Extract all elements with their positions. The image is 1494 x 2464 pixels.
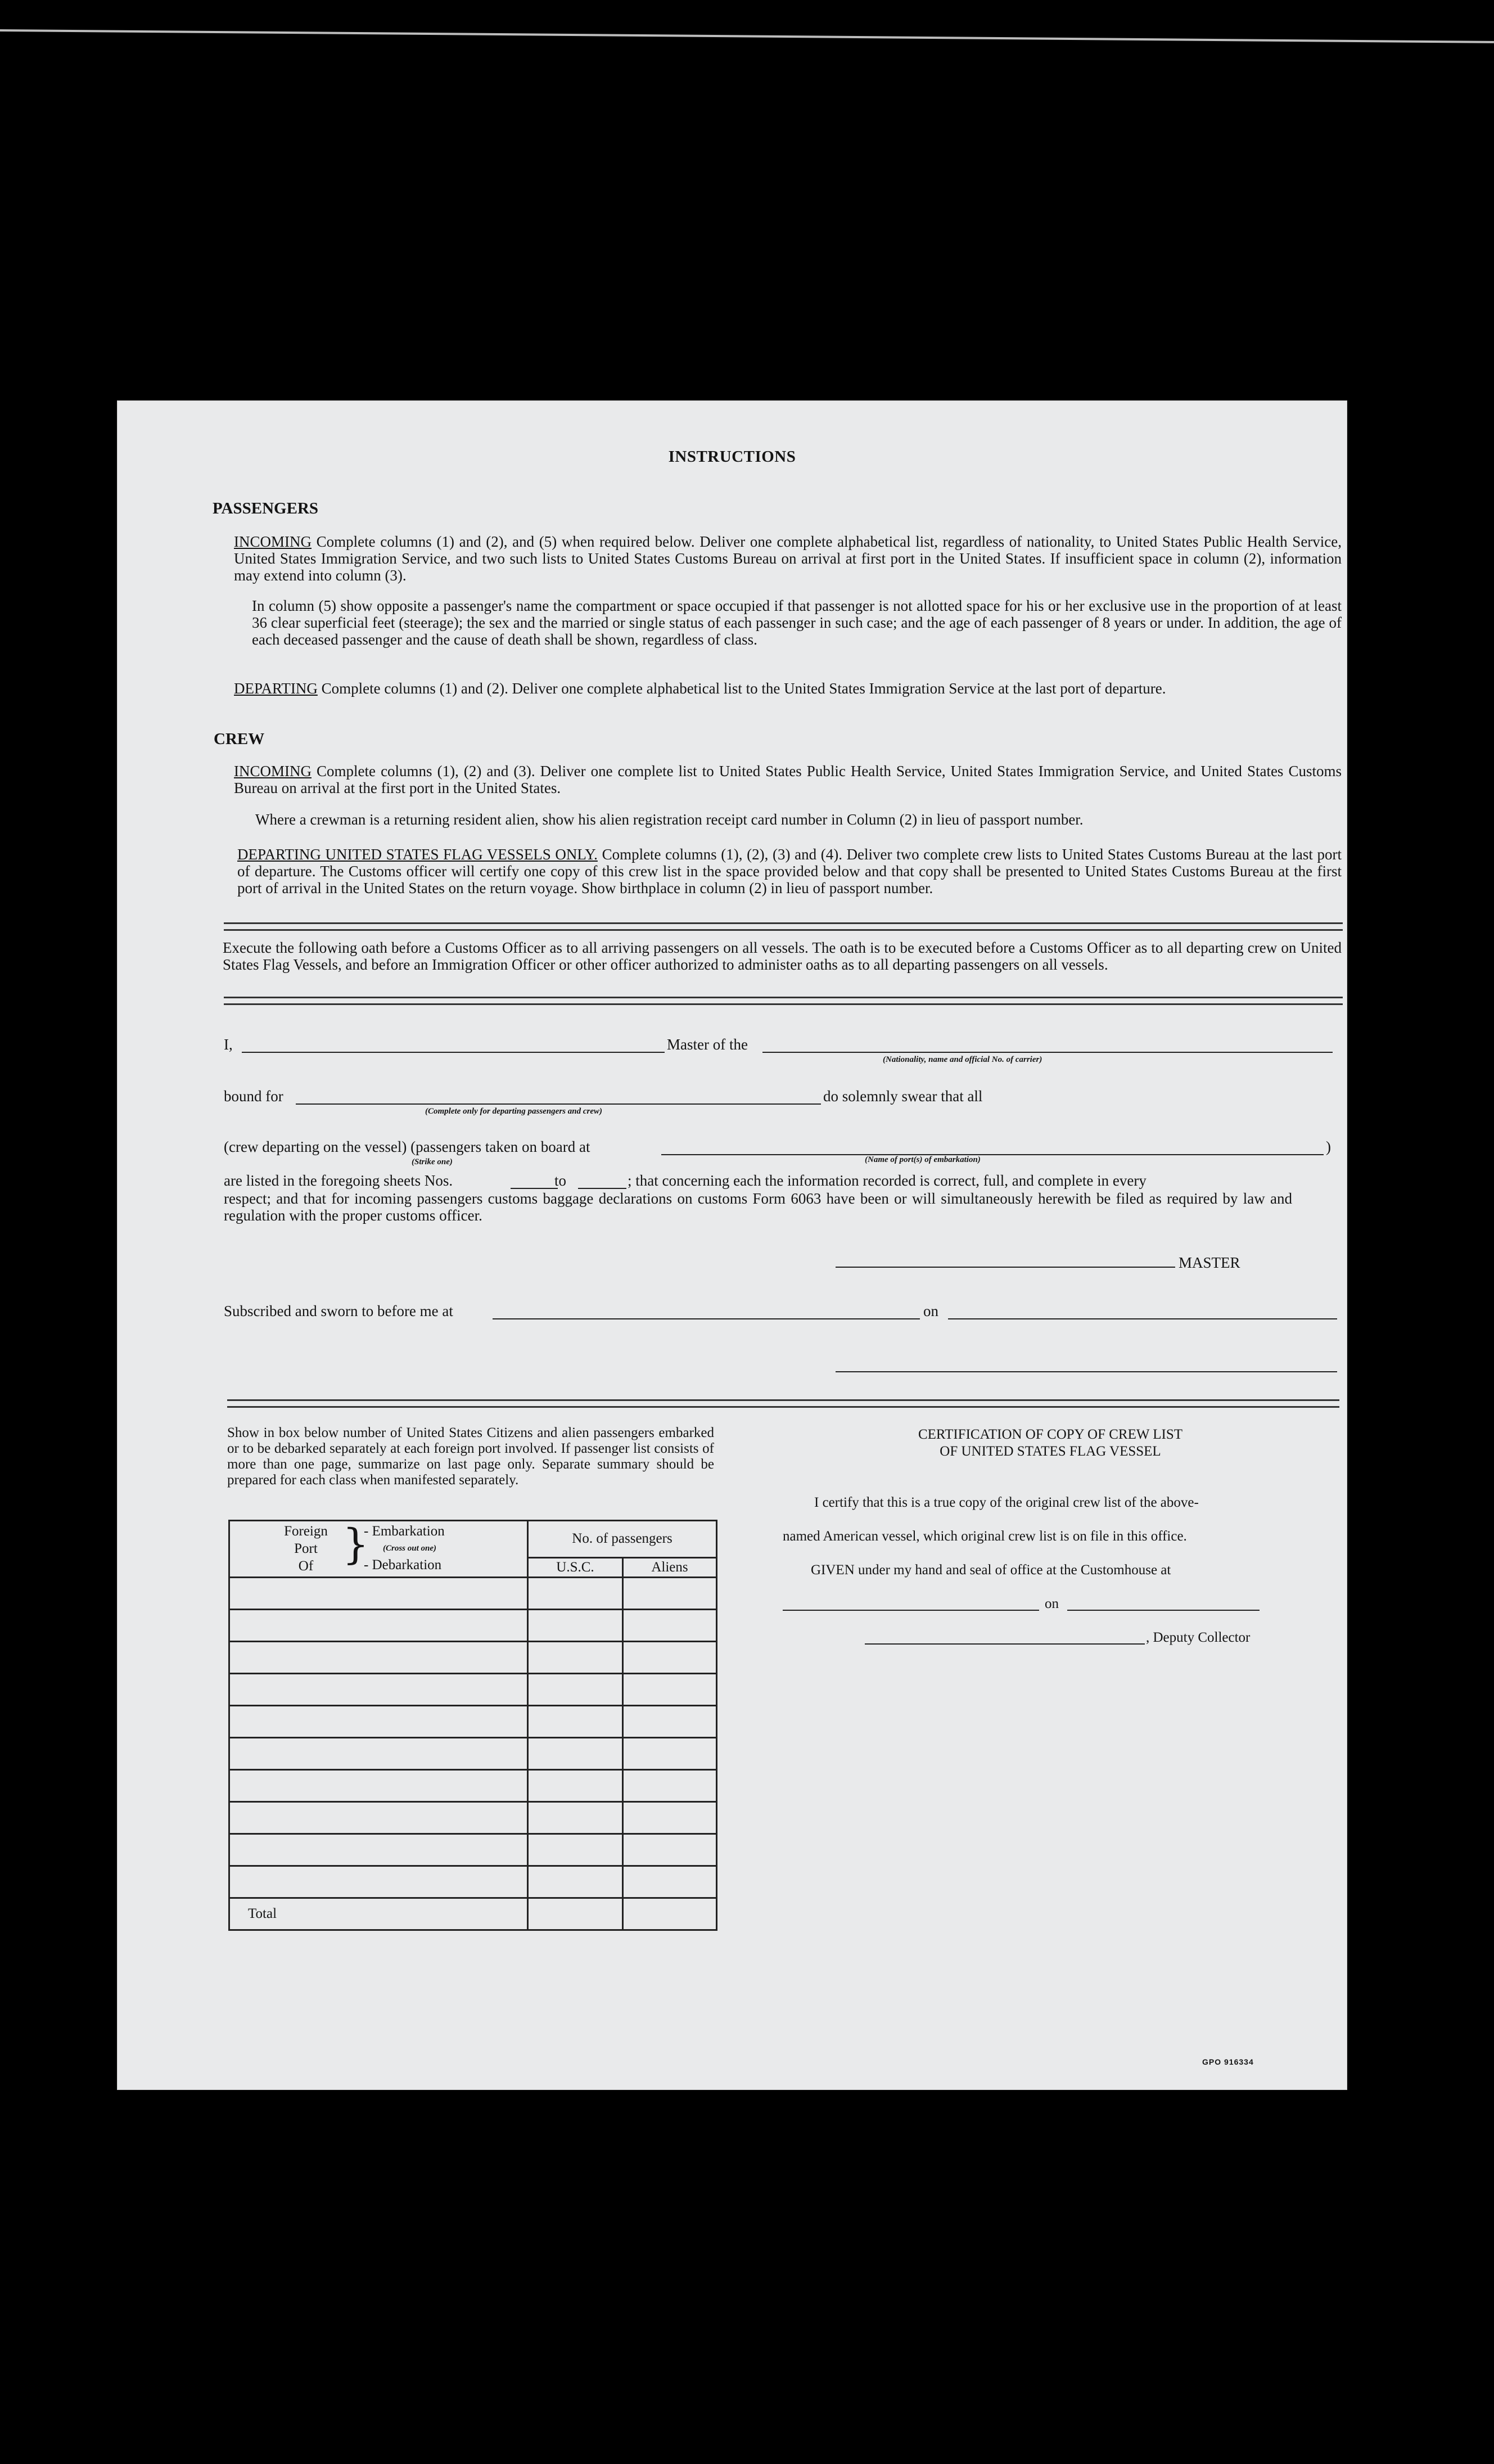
- passengers-heading: PASSENGERS: [213, 499, 319, 517]
- sworn-date-field[interactable]: [948, 1318, 1337, 1319]
- deputy-signature-field[interactable]: [865, 1643, 1145, 1645]
- respect-paragraph: respect; and that for incoming passengers customs baggage declarations on customs Form 6063 have been or will simultaneously herewith be filed as required by law and regulation with the proper customs officer.: [224, 1190, 1292, 1224]
- table-row: [229, 1706, 717, 1738]
- carrier-field[interactable]: [762, 1052, 1333, 1053]
- page-title: INSTRUCTIONS: [668, 448, 796, 466]
- oath-instructions: Execute the following oath before a Customs Officer as to all arriving passengers on all vessels. The oath is to be executed before a Customs Officer as to all departing crew on United States Flag Vessels, and before an Immigration Officer or other officer authorized to administer oaths as to all departing passengers on all vessels.: [223, 939, 1342, 973]
- passengers-incoming-text: Complete columns (1) and (2), and (5) when required below. Deliver one complete alphabetical list, regardless of nationality, to United States Public Health Service, United States Immigration Service, and two such lists to United States Customs Bureau on arrival at first port in the United States. If insufficient space in column (2), information may extend into column (3).: [234, 533, 1342, 584]
- ports-note: (Name of port(s) of embarkation): [865, 1155, 981, 1164]
- film-edge-line: [0, 29, 1494, 43]
- carrier-note: (Nationality, name and official No. of carrier): [883, 1055, 1042, 1064]
- bound-note: (Complete only for departing passengers and crew): [425, 1107, 602, 1116]
- foreign-label: Foreign: [284, 1524, 328, 1539]
- port-header-cell: [229, 1521, 528, 1578]
- brace-icon: }: [342, 1520, 369, 1569]
- cert-date-field[interactable]: [1067, 1610, 1260, 1611]
- customhouse-field[interactable]: [783, 1610, 1039, 1611]
- aliens-header: Aliens: [623, 1557, 717, 1577]
- table-row: [229, 1738, 717, 1770]
- crew-incoming-paragraph: [234, 763, 1342, 796]
- officer-signature-field[interactable]: [836, 1371, 1337, 1372]
- crew-heading: CREW: [214, 730, 265, 748]
- table-row: [229, 1674, 717, 1706]
- passengers-incoming-label: INCOMING: [234, 533, 312, 550]
- table-row: [229, 1866, 717, 1898]
- embarkation-port-field[interactable]: [661, 1154, 1324, 1155]
- bound-for-label: bound for: [224, 1088, 283, 1105]
- section-divider: [227, 1399, 1339, 1408]
- section-divider: [224, 997, 1343, 1005]
- crew-incoming-label: INCOMING: [234, 763, 312, 780]
- passengers-incoming-paragraph: [234, 533, 1342, 584]
- sworn-place-field[interactable]: [493, 1318, 920, 1319]
- total-label: Total: [229, 1898, 528, 1930]
- table-row: [229, 1834, 717, 1866]
- form-page: [117, 400, 1347, 2090]
- swear-label: do solemnly swear that all: [823, 1088, 983, 1105]
- section-divider: [224, 922, 1343, 931]
- subscribed-label: Subscribed and sworn to before me at: [224, 1303, 453, 1319]
- no-passengers-header: No. of passengers: [528, 1521, 717, 1558]
- table-row: [229, 1770, 717, 1802]
- table-row: [229, 1578, 717, 1610]
- certification-title-line-1: CERTIFICATION OF COPY OF CREW LIST: [918, 1427, 1183, 1442]
- debarkation-label: - Debarkation: [364, 1557, 442, 1573]
- close-paren: ): [1326, 1138, 1331, 1155]
- passengers-departing-text: Complete columns (1) and (2). Deliver one complete alphabetical list to the United States Immigration Service at the last port of departure.: [321, 680, 1166, 697]
- crew-incoming-text: Complete columns (1), (2) and (3). Deliver one complete list to United States Public Health Service, United States Immigration Service, and United States Customs Bureau on arrival at the first port in the United States.: [234, 763, 1342, 796]
- embarkation-label: - Embarkation: [364, 1524, 445, 1539]
- sheet-from-field[interactable]: [511, 1188, 558, 1189]
- deputy-collector-label: , Deputy Collector: [1146, 1630, 1251, 1645]
- crew-departing-paragraph: [237, 846, 1342, 897]
- certification-title-line-2: OF UNITED STATES FLAG VESSEL: [940, 1444, 1161, 1459]
- crew-departing-label: DEPARTING UNITED STATES FLAG VESSELS ONLY.: [237, 846, 598, 863]
- oath-i-label: I,: [224, 1036, 233, 1053]
- total-row: [229, 1898, 717, 1930]
- column5-paragraph: In column (5) show opposite a passenger's name the compartment or space occupied if that passenger is not allotted space for his or her exclusive use in the proportion of at least 36 clear superficial feet (steerage); the sex and the married or single status of each passenger in such case; and the age of each passenger of 8 years or under. In addition, the age of each deceased passenger and the cause of death shall be shown, regardless of class.: [252, 597, 1342, 648]
- of-label: Of: [298, 1558, 314, 1574]
- table-row: [229, 1642, 717, 1674]
- master-signature-field[interactable]: [836, 1267, 1175, 1268]
- usc-header: U.S.C.: [528, 1557, 623, 1577]
- master-of-label: Master of the: [667, 1036, 748, 1053]
- passengers-departing-label: DEPARTING: [234, 680, 318, 697]
- bound-for-field[interactable]: [296, 1103, 821, 1105]
- crew-alien-paragraph: Where a crewman is a returning resident alien, show his alien registration receipt card number in Column (2) in lieu of passport number.: [255, 811, 1084, 828]
- summary-instructions: Show in box below number of United States Citizens and alien passengers embarked or to be debarked separately at each foreign port involved. If passenger list consists of more than one page, summarize on last page only. Separate summary should be prepared for each class when manifested separately.: [227, 1425, 714, 1488]
- listed-to-label: to: [554, 1172, 567, 1189]
- listed-continuation: ; that concerning each the information recorded is correct, full, and complete in every: [628, 1172, 1147, 1189]
- listed-label: are listed in the foregoing sheets Nos.: [224, 1172, 453, 1189]
- certify-line-1: I certify that this is a true copy of the original crew list of the above-: [814, 1495, 1199, 1510]
- passenger-summary-table: [228, 1520, 717, 1931]
- certification-title: [780, 1426, 1320, 1460]
- certify-line-2: named American vessel, which original crew list is on file in this office.: [783, 1529, 1187, 1544]
- master-name-field[interactable]: [242, 1052, 665, 1053]
- gpo-code: GPO 916334: [1202, 2057, 1254, 2066]
- crew-departing-text: Complete columns (1), (2), (3) and (4). Deliver two complete crew lists to United States Customs Bureau at the last port of departure. The Customs officer will certify one copy of this crew list in the space provided below and that copy shall be presented to United States Customs Bureau at the first port of arrival in the United States on the return voyage. Show birthplace in column (2) in lieu of passport number.: [237, 846, 1342, 897]
- table-row: [229, 1802, 717, 1834]
- passengers-departing-paragraph: [234, 680, 1342, 697]
- cert-on-label: on: [1045, 1596, 1059, 1611]
- given-line: GIVEN under my hand and seal of office at the Customhouse at: [811, 1562, 1171, 1578]
- sheet-to-field[interactable]: [578, 1188, 626, 1189]
- cross-out-note: (Cross out one): [383, 1544, 437, 1553]
- table-row: [229, 1610, 717, 1642]
- strike-one-note: (Strike one): [412, 1157, 453, 1166]
- port-label: Port: [294, 1541, 318, 1556]
- sworn-on-label: on: [923, 1303, 938, 1319]
- crew-passengers-label: (crew departing on the vessel) (passengers taken on board at: [224, 1138, 590, 1155]
- master-label: MASTER: [1179, 1254, 1240, 1271]
